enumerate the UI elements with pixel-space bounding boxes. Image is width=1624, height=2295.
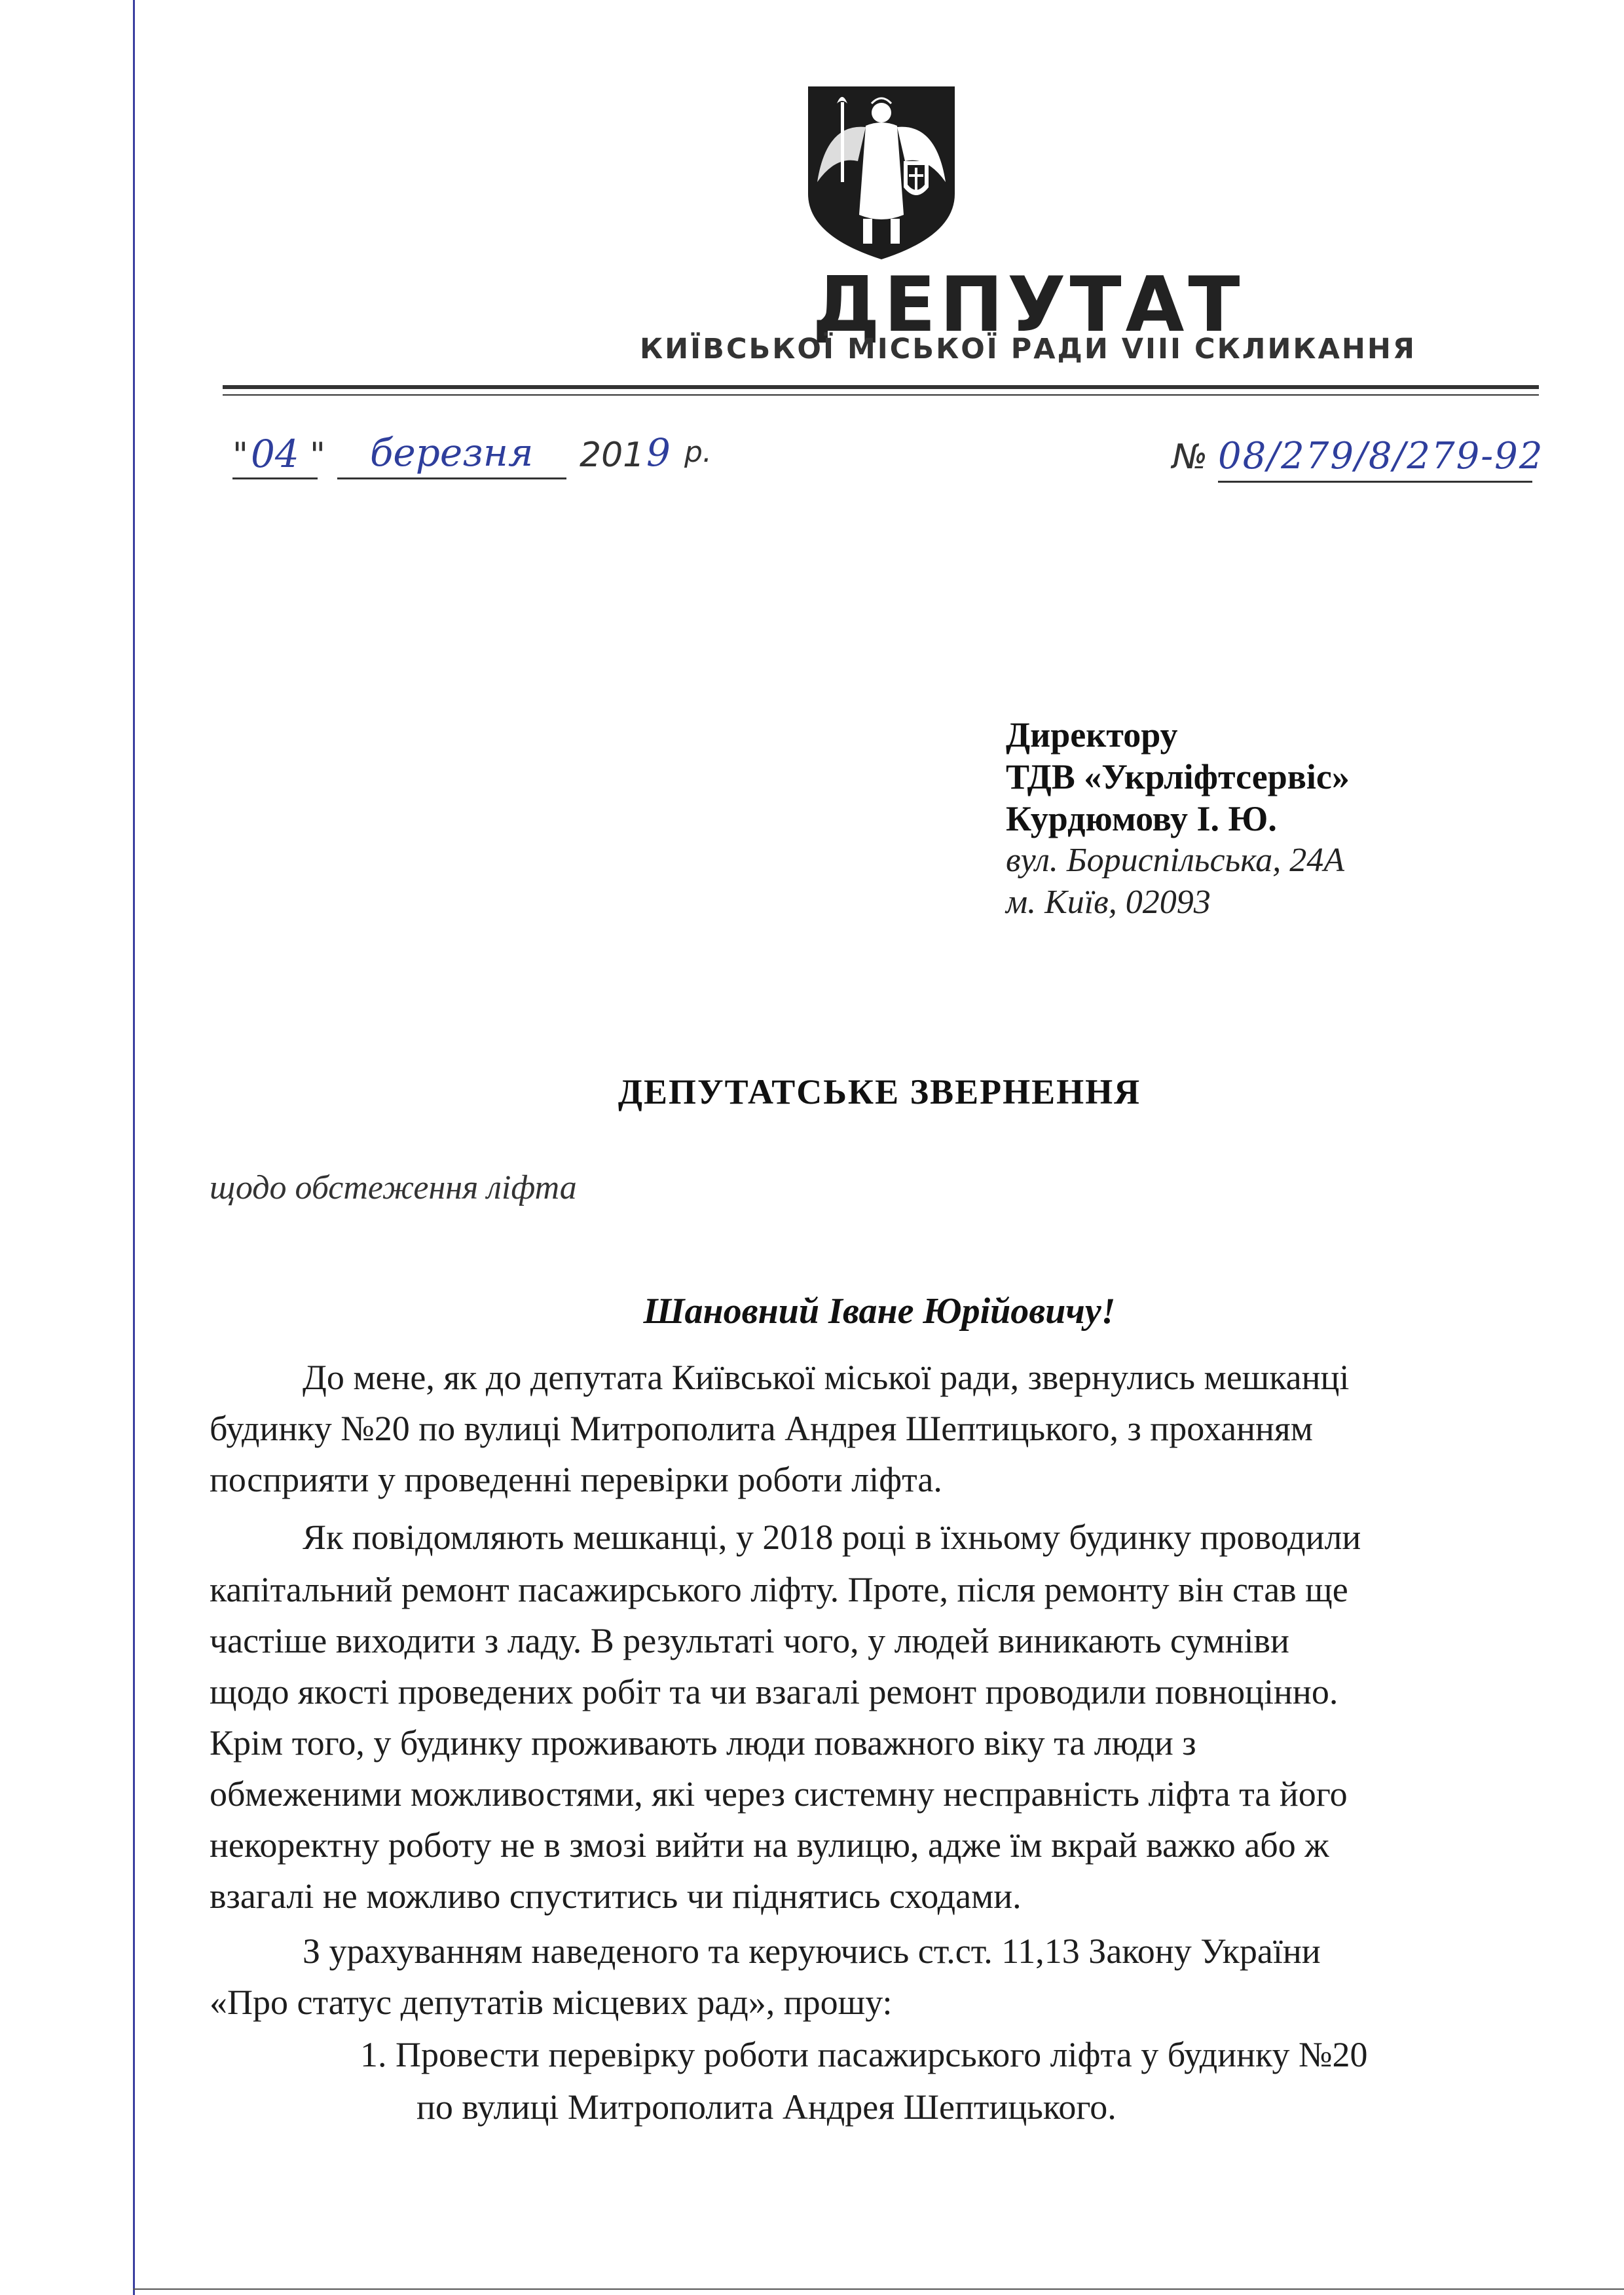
date-field: " 04 " березня 201 9 р.: [232, 436, 756, 488]
body-line: З урахуванням наведеного та керуючись ст.ст. 11,13 Закону України: [303, 1931, 1321, 1971]
body-line: Як повідомляють мешканці, у 2018 році в їхньому будинку проводили: [303, 1518, 1361, 1557]
body-line: некоректну роботу не в змозі вийти на вулицю, адже їм вкрай важко або ж: [210, 1825, 1329, 1865]
body-line: капітальний ремонт пасажирського ліфту. Проте, після ремонту він став ще: [210, 1570, 1348, 1609]
body-line: взагалі не можливо спуститись чи піднятись сходами.: [210, 1876, 1022, 1916]
body-line: Крім того, у будинку проживають люди поважного віку та люди з: [210, 1723, 1196, 1763]
date-year-prefix: 201: [580, 436, 645, 475]
body-line: посприяти у проведенні перевірки роботи ліфта.: [210, 1460, 942, 1499]
body-line: «Про статус депутатів місцевих рад», прошу:: [210, 1983, 893, 2022]
list-item: 1. Провести перевірку роботи пасажирського ліфта у будинку №20: [360, 2035, 1368, 2074]
margin-line: [133, 0, 135, 2295]
body-line: частіше виходити з ладу. В результаті чого, у людей виникають сумніви: [210, 1621, 1289, 1660]
number-sign: №: [1172, 438, 1208, 477]
date-year-digit: 9: [646, 430, 671, 475]
addressee-organization: ТДВ «Укрліфтсервіс»: [1006, 757, 1350, 796]
registration-number: [1172, 435, 1544, 490]
letterhead-subtitle: КИЇВСЬКОЇ МІСЬКОЇ РАДИ VIII СКЛИКАННЯ: [640, 333, 1416, 365]
body-line: До мене, як до депутата Київської міської ради, звернулись мешканці: [303, 1358, 1350, 1397]
date-month: березня: [370, 430, 534, 475]
date-suffix: р.: [684, 436, 712, 469]
addressee-name: Курдюмову І. Ю.: [1006, 799, 1277, 838]
addressee-street: вул. Бориспільська, 24А: [1006, 842, 1345, 879]
registration-number-value: 08/279/8/279-92: [1218, 435, 1544, 477]
body-line: будинку №20 по вулиці Митрополита Андрея Шептицького, з проханням: [210, 1409, 1313, 1448]
body-line: обмеженими можливостями, які через системну несправність ліфта та його: [210, 1774, 1348, 1814]
addressee-block: [1006, 714, 1350, 924]
letterhead-rule-thin: [223, 394, 1539, 396]
kyiv-coat-of-arms-icon: [805, 84, 957, 262]
document-subject: щодо обстеження ліфта: [210, 1169, 577, 1206]
date-day: 04: [251, 432, 299, 476]
salutation: Шановний Іване Юрійовичу!: [643, 1291, 1116, 1332]
body-line: щодо якості проведених робіт та чи взагалі ремонт проводили повноцінно.: [210, 1672, 1338, 1711]
addressee-city: м. Київ, 02093: [1006, 884, 1211, 921]
letterhead-title: ДЕПУТАТ: [812, 261, 1244, 349]
list-item-continuation: по вулиці Митрополита Андрея Шептицького.: [416, 2087, 1116, 2127]
letterhead-rule-thick: [223, 385, 1539, 389]
bottom-edge-line: [133, 2288, 1624, 2290]
document-title: ДЕПУТАТСЬКЕ ЗВЕРНЕННЯ: [618, 1072, 1141, 1111]
addressee-position: Директору: [1006, 715, 1178, 755]
